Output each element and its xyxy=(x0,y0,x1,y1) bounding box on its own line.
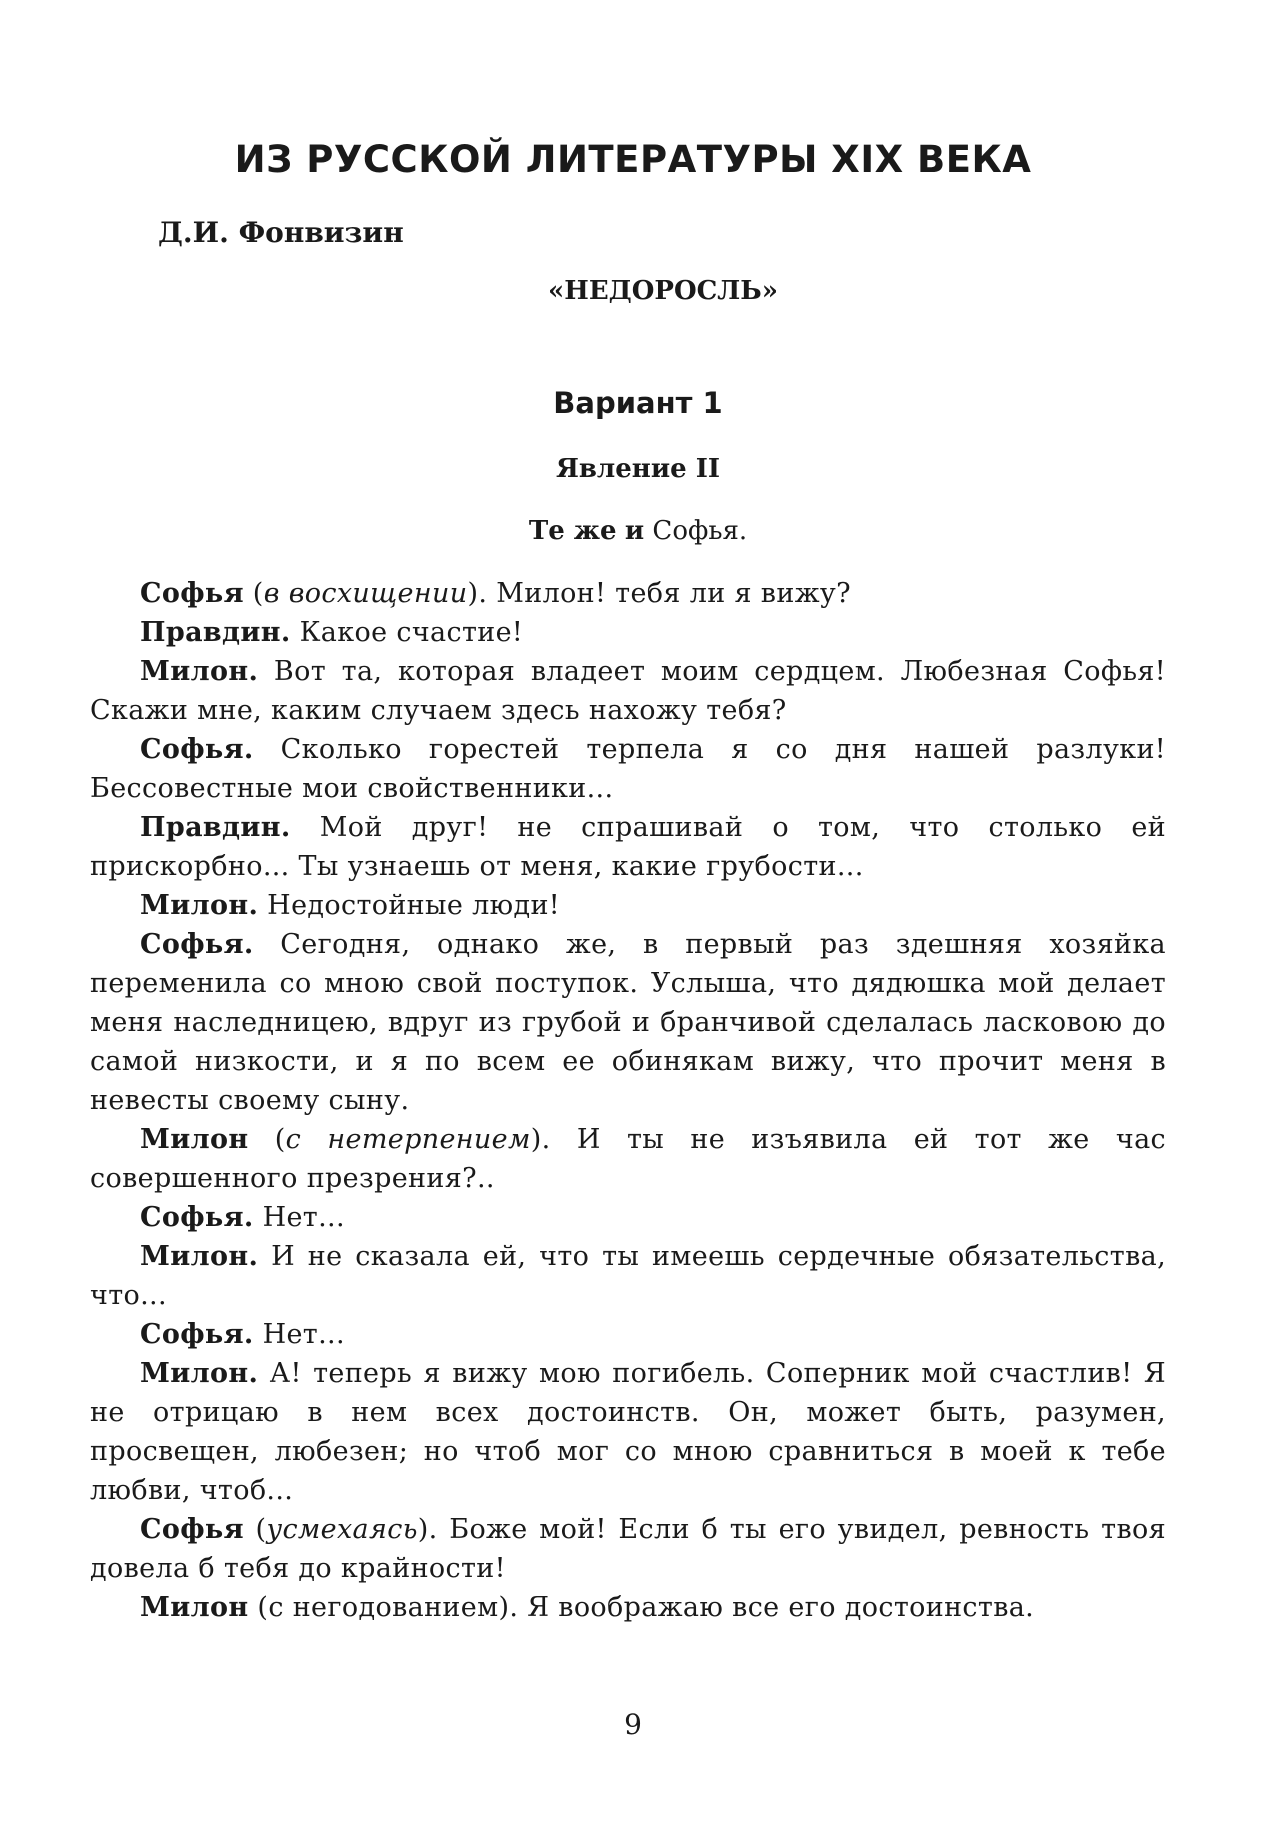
speaker-name: Софья. xyxy=(140,1319,254,1350)
stage-note: с нетерпением xyxy=(285,1124,531,1155)
dialogue-line xyxy=(90,1198,1166,1237)
line-text: Мой друг! не спрашивай о том, что столько ей прискорбно... Ты узнаешь от меня, какие грубости... xyxy=(90,812,1166,882)
work-title: «НЕДОРОСЛЬ» xyxy=(548,276,778,306)
dialogue-line xyxy=(90,574,1166,613)
line-punct: ( xyxy=(248,1592,269,1623)
speaker-name: Софья xyxy=(140,1514,244,1545)
speaker-name: Милон. xyxy=(140,890,259,921)
scene-heading: Явление II xyxy=(555,454,721,484)
speaker-name: Правдин. xyxy=(140,812,291,843)
line-punct xyxy=(258,890,267,921)
speaker-name: Софья. xyxy=(140,929,254,960)
dialogue-line xyxy=(90,613,1166,652)
line-text: А! теперь я вижу мою погибель. Соперник мой счастлив! Я не отрицаю в нем всех достоинств. Он, может быть, разумен, просвещен, любезен; но чтоб мог со мною сравниться в моей к тебе любви, чтоб... xyxy=(90,1358,1166,1506)
speaker-name: Софья. xyxy=(140,1202,254,1233)
line-text: Милон! тебя ли я вижу? xyxy=(496,578,851,609)
dialogue-line xyxy=(90,652,1166,730)
line-text: Боже мой! Если б ты его увидел, ревность твоя довела б тебя до крайности! xyxy=(90,1514,1166,1584)
author-name: Д.И. Фонвизин xyxy=(158,216,404,249)
line-punct xyxy=(291,617,300,648)
line-punct xyxy=(254,1202,263,1233)
dialogue-line xyxy=(90,886,1166,925)
dialogue-line xyxy=(90,808,1166,886)
dialogue xyxy=(90,574,1166,1627)
line-punct xyxy=(254,1319,263,1350)
page-number: 9 xyxy=(624,1708,642,1741)
dialogue-line xyxy=(90,1588,1166,1627)
line-punct xyxy=(258,1358,269,1389)
dialogue-line xyxy=(90,925,1166,1120)
line-punct: ). xyxy=(467,578,497,609)
line-text: Сегодня, однако же, в первый раз здешняя хозяйка переменила со мною свой поступок. Услыша, что дядюшка мой делает меня наследницею, вдруг из грубой и бранчивой сделалась ласковою до самой низкости, и я по всем ее обинякам вижу, что прочит меня в невесты своему сыну. xyxy=(90,929,1167,1116)
line-punct: ). xyxy=(530,1124,577,1155)
speaker-name: Милон. xyxy=(140,1241,259,1272)
speaker-name: Милон xyxy=(140,1124,249,1155)
dialogue-line xyxy=(90,1120,1166,1198)
line-punct xyxy=(254,929,281,960)
stage-conjunction: и xyxy=(624,516,645,546)
dialogue-line xyxy=(90,730,1166,808)
line-punct: ( xyxy=(243,1514,267,1545)
line-punct: ( xyxy=(243,578,264,609)
line-punct: ). xyxy=(417,1514,450,1545)
line-text: Какое счастие! xyxy=(299,617,524,648)
line-punct xyxy=(254,734,281,765)
speaker-name: Софья xyxy=(140,578,244,609)
section-title: ИЗ РУССКОЙ ЛИТЕРАТУРЫ XIX ВЕКА xyxy=(234,138,1032,181)
line-punct xyxy=(258,1241,271,1272)
speaker-name: Софья. xyxy=(140,734,254,765)
line-text: с негодованием). Я воображаю все его достоинства. xyxy=(268,1592,1035,1623)
line-text: Вот та, которая владеет моим сердцем. Любезная Софья! Скажи мне, каким случаем здесь нахожу тебя? xyxy=(90,656,1166,726)
speaker-name: Милон xyxy=(140,1592,249,1623)
dialogue-line xyxy=(90,1510,1166,1588)
line-text: Сколько горестей терпела я со дня нашей разлуки! Бессовестные мои свойственники... xyxy=(90,734,1166,804)
dialogue-line xyxy=(90,1354,1166,1510)
speaker-name: Правдин. xyxy=(140,617,291,648)
line-text: И не сказала ей, что ты имеешь сердечные обязательства, что... xyxy=(90,1241,1166,1311)
line-punct xyxy=(258,656,274,687)
line-text: Нет... xyxy=(262,1202,345,1233)
line-text: Нет... xyxy=(262,1319,345,1350)
variant-heading: Вариант 1 xyxy=(553,386,723,420)
speaker-name: Милон. xyxy=(140,656,259,687)
speaker-name: Милон. xyxy=(140,1358,259,1389)
line-text: Недостойные люди! xyxy=(267,890,561,921)
dialogue-line xyxy=(90,1237,1166,1315)
line-punct: ( xyxy=(248,1124,286,1155)
stage-note: усмехаясь xyxy=(266,1514,418,1545)
dialogue-line xyxy=(90,1315,1166,1354)
line-text: И ты не изъявила ей тот же час совершенного презрения?.. xyxy=(90,1124,1166,1194)
stage-note: в восхищении xyxy=(263,578,468,609)
stage-characters: Те же xyxy=(528,516,617,546)
stage-direction xyxy=(0,516,1266,546)
stage-character: Софья. xyxy=(652,516,748,546)
line-punct xyxy=(291,812,320,843)
